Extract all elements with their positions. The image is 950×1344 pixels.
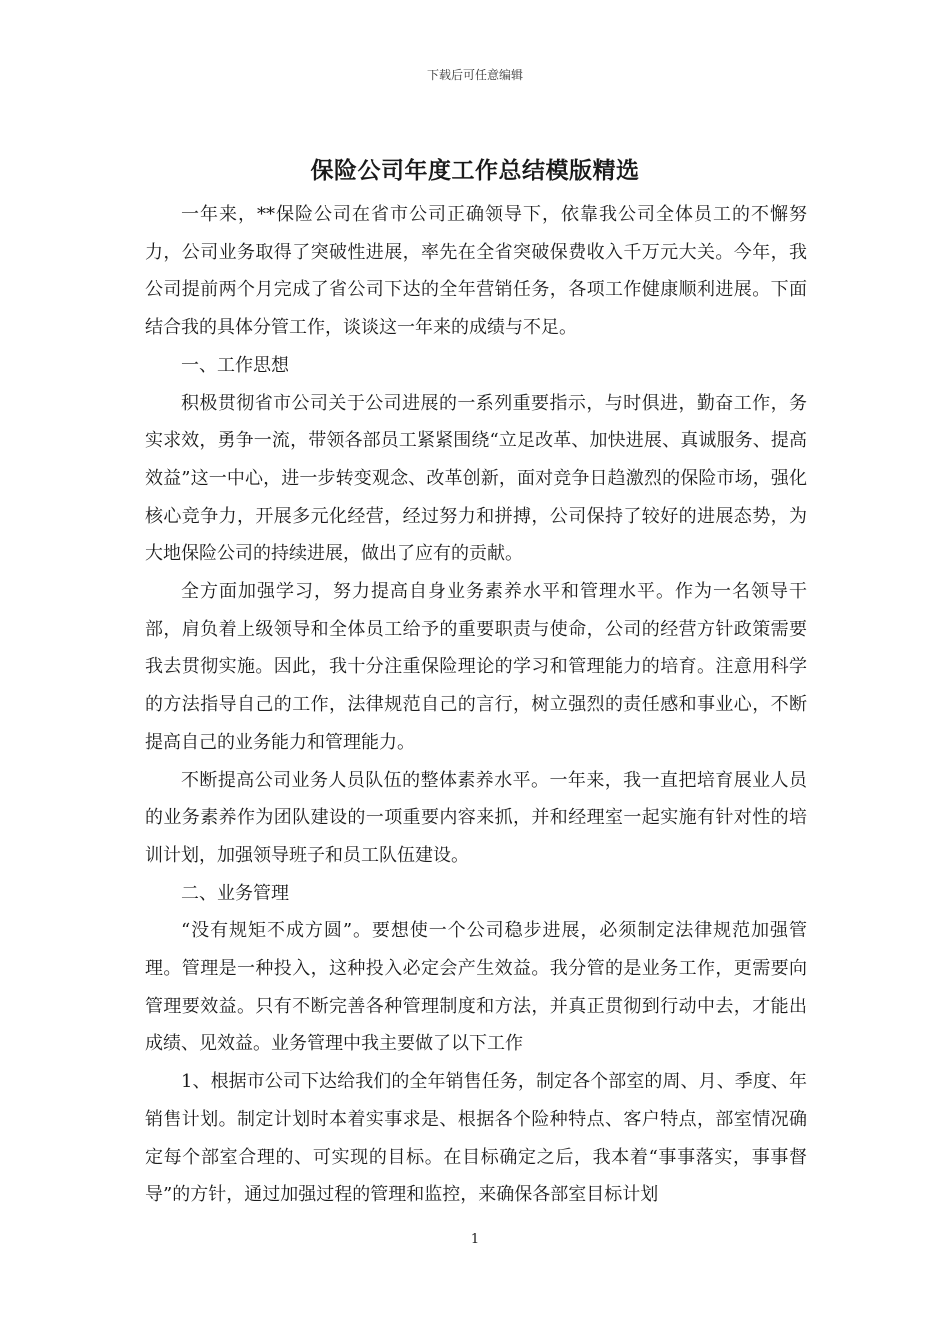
paragraph-thought: 积极贯彻省市公司关于公司进展的一系列重要指示，与时俱进，勤奋工作，务实求效，勇争一流，带领各部员工紧紧围绕“立足改革、加快进展、真诚服务、提高效益”这一中心，进一步转变观念、改革创新，面对竞争日趋激烈的保险市场，强化核心竞争力，开展多元化经营，经过努力和拼搏，公司保持了较好的进展态势，为大地保险公司的持续进展，做出了应有的贡献。 — [145, 392, 807, 565]
header-note: 下载后可任意编辑 — [426, 68, 523, 82]
paragraph-learning: 全方面加强学习，努力提高自身业务素养水平和管理水平。作为一名领导干部，肩负着上级领导和全体员工给予的重要职责与使命，公司的经营方针政策需要我去贯彻实施。因此，我十分注重保险理论的学习和管理能力的培育。注意用科学的方法指导自己的工作，法律规范自己的言行，树立强烈的责任感和事业心，不断提高自己的业务能力和管理能力。 — [145, 581, 807, 753]
document-title: 保险公司年度工作总结模版精选 — [310, 157, 640, 184]
section-heading-work-thought: 一、工作思想 — [181, 354, 289, 376]
paragraph-sales-plan: 1、根据市公司下达给我们的全年销售任务，制定各个部室的周、月、季度、年销售计划。制定计划时本着实事求是、根据各个险种特点、客户特点，部室情况确定每个部室合理的、可实现的目标。在目标确定之后，我本着“事事落实，事事督导”的方针，通过加强过程的管理和监控，来确保各部室目标计划 — [145, 1071, 807, 1206]
paragraph-management: “没有规矩不成方圆”。要想使一个公司稳步进展，必须制定法律规范加强管理。管理是一种投入，这种投入必定会产生效益。我分管的是业务工作，更需要向管理要效益。只有不断完善各种管理制度和方法，并真正贯彻到行动中去，才能出成绩、见效益。业务管理中我主要做了以下工作 — [145, 920, 807, 1055]
paragraph-intro: 一年来，**保险公司在省市公司正确领导下，依靠我公司全体员工的不懈努力，公司业务取得了突破性进展，率先在全省突破保费收入千万元大关。今年，我公司提前两个月完成了省公司下达的全年营销任务，各项工作健康顺利进展。下面结合我的具体分管工作，谈谈这一年来的成绩与不足。 — [145, 204, 807, 339]
paragraph-team: 不断提高公司业务人员队伍的整体素养水平。一年来，我一直把培育展业人员的业务素养作为团队建设的一项重要内容来抓，并和经理室一起实施有针对性的培训计划，加强领导班子和员工队伍建设。 — [145, 769, 807, 866]
section-heading-business-management: 二、业务管理 — [181, 882, 289, 904]
document-body — [145, 196, 807, 1214]
page-number: 1 — [470, 1232, 480, 1247]
